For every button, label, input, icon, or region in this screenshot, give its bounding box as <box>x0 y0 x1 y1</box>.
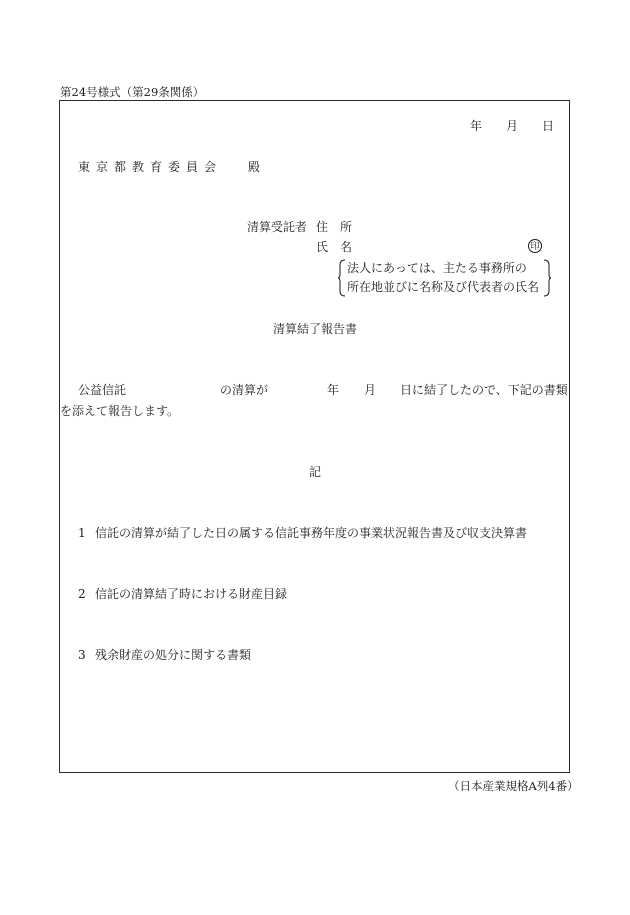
document-title: 清算結了報告書 <box>273 322 358 336</box>
addressee-name: 東京都教育委員会 <box>78 160 223 174</box>
paper-size-note: （日本産業規格A列4番） <box>448 779 579 793</box>
item-1-text: 信託の清算が結了した日の属する信託事務年度の事業状況報告書及び収支決算書 <box>95 526 528 540</box>
item-3-number: 3 <box>78 648 86 662</box>
corporate-note-line1: 法人にあっては、主たる事務所の <box>347 261 527 275</box>
ki-heading: 記 <box>309 465 322 479</box>
item-2-number: 2 <box>78 587 86 601</box>
body-public-trust: 公益信託 <box>78 383 127 397</box>
body-completion: 日に結了したので、下記の書類 <box>400 383 568 397</box>
form-number-label: 第24号様式（第29条関係） <box>60 85 205 99</box>
body-month: 月 <box>364 383 377 397</box>
trustee-name-label: 氏 名 <box>316 240 353 254</box>
corporate-note-line2: 所在地並びに名称及び代表者の氏名 <box>347 280 540 294</box>
date-year-label: 年 <box>470 119 483 133</box>
addressee-honorific: 殿 <box>248 160 261 174</box>
body-line2: を添えて報告します。 <box>60 404 180 418</box>
item-1-number: 1 <box>78 526 86 540</box>
trustee-role-label: 清算受託者 <box>247 220 308 234</box>
date-day-label: 日 <box>542 119 555 133</box>
body-year: 年 <box>327 383 340 397</box>
corporate-note-bracket <box>338 259 551 297</box>
item-2-text: 信託の清算結了時における財産目録 <box>95 587 288 601</box>
item-3-text: 残余財産の処分に関する書類 <box>95 648 252 662</box>
seal-mark: 印 <box>528 239 542 253</box>
date-month-label: 月 <box>506 119 519 133</box>
form-frame <box>59 100 570 773</box>
trustee-address-label: 住 所 <box>316 220 353 234</box>
body-liquidation: の清算が <box>220 383 269 397</box>
